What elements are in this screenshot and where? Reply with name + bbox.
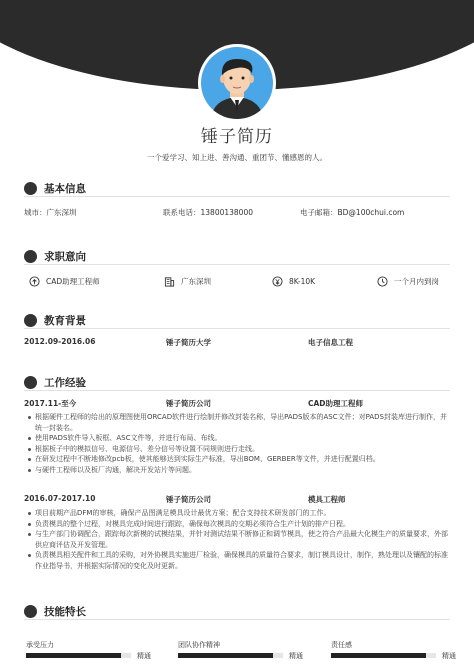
- job-position: CAD助理工程师: [308, 399, 364, 408]
- intent-city: 广东深圳: [163, 275, 211, 287]
- bullet-dot-icon: [24, 314, 37, 327]
- job-period: 2016.07-2017.10: [24, 494, 96, 503]
- job-company: 锤子简历公司: [166, 399, 211, 408]
- section-title-education: 教育背景: [24, 312, 86, 328]
- email-text: 电子邮箱：BD@100chui.com: [300, 208, 405, 217]
- intent-arrival: 一个月内到岗: [376, 275, 439, 287]
- skill-item: 承受压力 精通: [26, 641, 151, 660]
- skill-item: 团队协作精神 精通: [178, 641, 303, 660]
- education-major: 电子信息工程: [308, 338, 353, 347]
- bullet-dot-icon: [24, 250, 37, 263]
- list-item: 项目前期产品DFM的审核，确保产品图满足模具设计最优方案；配合支持技术研发部门的工作。: [28, 508, 448, 519]
- job-position: 模具工程师: [308, 495, 346, 504]
- list-item: 与生产部门协调配合，跟踪每次新模的试模结果，并针对测试结果不断修正和调节模具，使之符合产品最大化模生产的质量要求，外部供应商评估及开发管理。: [28, 529, 448, 550]
- divider: [24, 196, 450, 197]
- job-period: 2017.11-至今: [24, 399, 77, 408]
- skill-item: 责任感 精通: [331, 641, 456, 660]
- skill-bar: [178, 653, 283, 658]
- list-item: 使用PADS软件导入板框、ASC文件等，并进行布局、布线。: [28, 433, 448, 444]
- phone-text: 联系电话：13800138000: [163, 208, 253, 217]
- divider: [24, 390, 450, 391]
- list-item: 在研发过程中不断地修改pcb板，使其能够达到实际生产标准，导出BOM、GERBER等文件，并进行配置归档。: [28, 454, 448, 465]
- briefcase-icon: [28, 275, 40, 287]
- divider: [24, 328, 450, 329]
- building-icon: [163, 275, 175, 287]
- list-item: 根据板子中的模拟信号、电源信号、差分信号等设置不同规则进行走线。: [28, 444, 448, 455]
- job-company: 锤子简历公司: [166, 495, 211, 504]
- education-school: 锤子简历大学: [166, 338, 211, 347]
- bullet-dot-icon: [24, 182, 37, 195]
- motto: 一个爱学习、知上进、善沟通、重团节、懂感恩的人。: [147, 153, 327, 162]
- section-title-experience: 工作经验: [24, 374, 86, 390]
- list-item: 负责模具的整个过程，对模具完成时间进行跟踪，确保每次模具的交期必须符合生产计划的排产日程。: [28, 519, 448, 530]
- divider: [24, 264, 450, 265]
- bullet-dot-icon: [24, 376, 37, 389]
- bullet-dot-icon: [24, 605, 37, 618]
- list-item: 负责模具相关配件和工具的采购，对外协模具实施进厂检验，确保模具的质量符合要求，制订模具设计，制作，熟处理以及镶配的标准作业指导书，并根据实际情况的变化及时更新。: [28, 550, 448, 571]
- intent-position: CAD助理工程师: [28, 275, 100, 287]
- job-duties-list: [28, 508, 448, 572]
- avatar: [198, 44, 276, 122]
- section-title-skills: 技能特长: [24, 603, 86, 619]
- job-duties-list: [28, 412, 448, 476]
- list-item: 根据硬件工程师的给出的原理图使用ORCAD软件进行绘制并修改封装名称，导出PADS版本的ASC文件；对PADS封装库进行制作，并统一封装名。: [28, 412, 448, 433]
- money-icon: [271, 275, 283, 287]
- person-icon: [201, 47, 273, 119]
- resume-name: 锤子简历: [201, 127, 273, 147]
- divider: [24, 619, 450, 620]
- skill-bar: [331, 653, 436, 658]
- intent-salary: 8K-10K: [271, 275, 315, 287]
- skill-bar: [26, 653, 131, 658]
- list-item: 与硬件工程师以及板厂沟通，解决开发站片等问题。: [28, 465, 448, 476]
- education-period: 2012.09-2016.06: [24, 337, 96, 346]
- section-title-intent: 求职意向: [24, 248, 86, 264]
- section-title-basic: 基本信息: [24, 180, 86, 196]
- clock-icon: [376, 275, 388, 287]
- city-text: 城市：广东深圳: [24, 208, 77, 217]
